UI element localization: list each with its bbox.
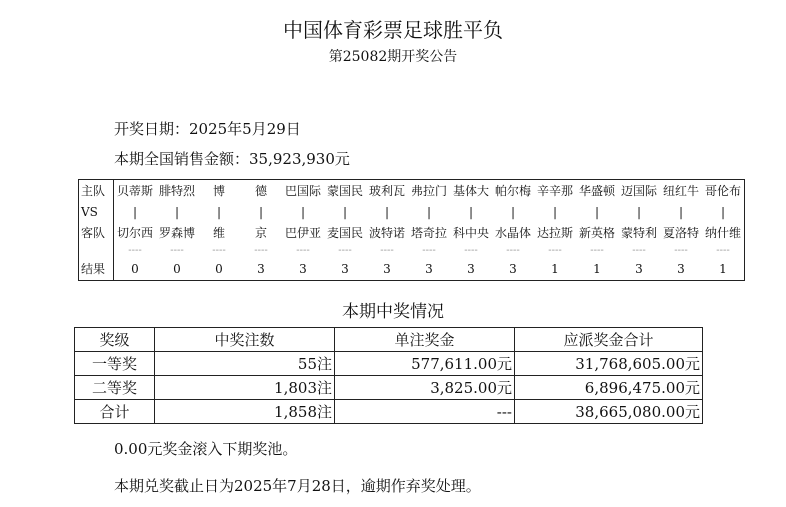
- separator: ----: [464, 244, 478, 256]
- page-title: 中国体育彩票足球胜平负: [283, 18, 503, 42]
- prize-row-second: [75, 376, 703, 400]
- away-team: 纳什维: [704, 226, 741, 240]
- match-result: 3: [509, 261, 517, 276]
- vs-mark: |: [426, 204, 432, 219]
- issue-subtitle: 第25082期开奖公告: [328, 49, 458, 65]
- match-result: 3: [635, 261, 643, 276]
- away-team: 蒙特利: [620, 226, 657, 240]
- match-result: 3: [257, 261, 265, 276]
- match-table: [78, 179, 745, 281]
- deadline-note: 本期兑奖截止日为2025年7月28日，逾期作弃奖处理。: [114, 477, 481, 495]
- prize-level: 一等奖: [75, 352, 155, 376]
- vs-mark: |: [300, 204, 306, 219]
- home-team: 辛辛那: [536, 184, 573, 198]
- draw-date: 开奖日期：2025年5月29日: [114, 120, 301, 138]
- away-team: 塔奇拉: [410, 226, 447, 240]
- home-team: 华盛顿: [578, 184, 615, 198]
- away-team: 维: [212, 226, 225, 240]
- home-team: 弗拉门: [410, 184, 447, 198]
- prize-single: 3,825.00元: [335, 376, 515, 400]
- away-team: 切尔西: [116, 226, 153, 240]
- separator: ----: [506, 244, 520, 256]
- away-team: 新英格: [578, 226, 615, 240]
- match-result: 1: [719, 261, 727, 276]
- prize-total: 31,768,605.00元: [515, 352, 703, 376]
- away-team: 夏洛特: [662, 226, 699, 240]
- prize-single: 577,611.00元: [335, 352, 515, 376]
- home-team-row: [79, 180, 745, 202]
- match-result: 1: [593, 261, 601, 276]
- separator: ----: [632, 244, 646, 256]
- header-single: 单注奖金: [335, 328, 515, 352]
- home-team: 蒙国民: [326, 184, 363, 198]
- vs-mark: |: [174, 204, 180, 219]
- home-team: 帕尔梅: [494, 184, 531, 198]
- prize-table: [74, 327, 703, 424]
- home-team: 纽红牛: [662, 184, 699, 198]
- rollover-note: 0.00元奖金滚入下期奖池。: [114, 440, 298, 458]
- away-team: 水晶体: [494, 226, 531, 240]
- match-result: 0: [173, 261, 181, 276]
- away-label: 客队: [79, 222, 114, 243]
- vs-mark: |: [720, 204, 726, 219]
- separator: ----: [716, 244, 730, 256]
- separator: ----: [380, 244, 394, 256]
- vs-mark: |: [594, 204, 600, 219]
- prize-header-row: [75, 328, 703, 352]
- prize-level: 二等奖: [75, 376, 155, 400]
- separator-row: [79, 243, 745, 257]
- vs-mark: |: [636, 204, 642, 219]
- vs-mark: |: [216, 204, 222, 219]
- home-team: 德: [254, 184, 267, 198]
- away-team: 科中央: [452, 226, 489, 240]
- home-team: 博: [212, 184, 225, 198]
- away-team: 麦国民: [326, 226, 363, 240]
- prize-single: ---: [335, 400, 515, 424]
- vs-mark: |: [510, 204, 516, 219]
- match-result: 3: [425, 261, 433, 276]
- vs-mark: |: [132, 204, 138, 219]
- header-count: 中奖注数: [155, 328, 335, 352]
- prize-row-sum: [75, 400, 703, 424]
- separator: ----: [128, 244, 142, 256]
- separator: ----: [296, 244, 310, 256]
- result-label: 结果: [79, 257, 114, 281]
- match-result: 1: [551, 261, 559, 276]
- away-team: 达拉斯: [536, 226, 573, 240]
- vs-mark: |: [678, 204, 684, 219]
- match-result: 3: [299, 261, 307, 276]
- away-team-row: [79, 222, 745, 243]
- separator: ----: [338, 244, 352, 256]
- vs-row: [79, 201, 745, 222]
- prize-section-title: 本期中奖情况: [342, 302, 444, 322]
- vs-label: VS: [79, 201, 114, 222]
- vs-mark: |: [384, 204, 390, 219]
- prize-count: 55注: [155, 352, 335, 376]
- prize-total: 38,665,080.00元: [515, 400, 703, 424]
- home-team: 哥伦布: [704, 184, 741, 198]
- match-result: 3: [341, 261, 349, 276]
- away-team: 京: [254, 226, 267, 240]
- home-team: 迈国际: [620, 184, 657, 198]
- result-row: [79, 257, 745, 281]
- sales-amount: 本期全国销售金额：35,923,930元: [114, 150, 350, 168]
- home-team: 玻利瓦: [368, 184, 405, 198]
- vs-mark: |: [258, 204, 264, 219]
- prize-count: 1,803注: [155, 376, 335, 400]
- separator-label: [79, 243, 114, 257]
- vs-mark: |: [468, 204, 474, 219]
- away-team: 罗森博: [158, 226, 195, 240]
- header-total: 应派奖金合计: [515, 328, 703, 352]
- separator: ----: [674, 244, 688, 256]
- away-team: 波特诺: [368, 226, 405, 240]
- prize-level: 合计: [75, 400, 155, 424]
- match-result: 3: [677, 261, 685, 276]
- prize-row-first: [75, 352, 703, 376]
- header-level: 奖级: [75, 328, 155, 352]
- separator: ----: [548, 244, 562, 256]
- away-team: 巴伊亚: [284, 226, 321, 240]
- separator: ----: [254, 244, 268, 256]
- prize-count: 1,858注: [155, 400, 335, 424]
- home-team: 基体大: [452, 184, 489, 198]
- home-team: 腓特烈: [158, 184, 195, 198]
- prize-total: 6,896,475.00元: [515, 376, 703, 400]
- home-team: 贝蒂斯: [116, 184, 153, 198]
- match-result: 0: [131, 261, 139, 276]
- separator: ----: [212, 244, 226, 256]
- match-result: 3: [383, 261, 391, 276]
- vs-mark: |: [552, 204, 558, 219]
- home-team: 巴国际: [284, 184, 321, 198]
- separator: ----: [590, 244, 604, 256]
- separator: ----: [422, 244, 436, 256]
- match-result: 0: [215, 261, 223, 276]
- vs-mark: |: [342, 204, 348, 219]
- match-result: 3: [467, 261, 475, 276]
- home-label: 主队: [79, 180, 114, 202]
- separator: ----: [170, 244, 184, 256]
